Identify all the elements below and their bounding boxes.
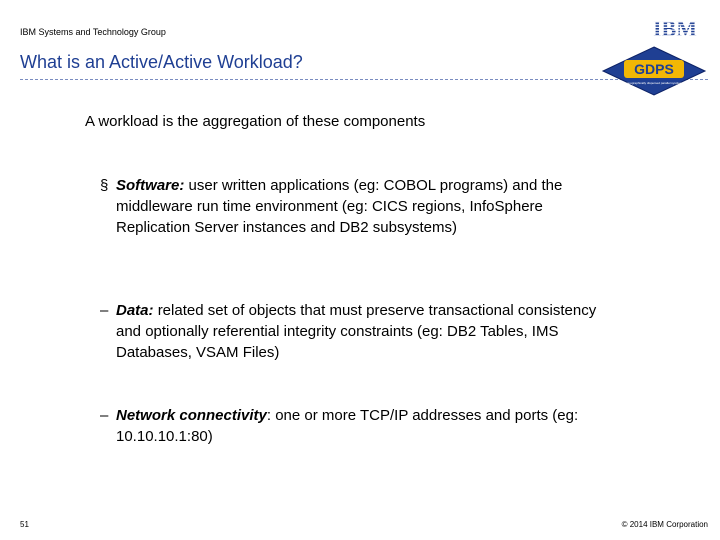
header-group-text: IBM Systems and Technology Group bbox=[20, 27, 166, 37]
copyright-notice: © 2014 IBM Corporation bbox=[621, 520, 708, 529]
bullet-software bbox=[100, 175, 620, 238]
bullet-text: user written applications (eg: COBOL programs) and the middleware run time environment (eg: CICS regions, InfoSphere Replication Server instances and DB2 subsystems) bbox=[116, 177, 563, 236]
bullet-text: : one or more TCP/IP addresses and ports (eg: 10.10.10.1:80) bbox=[116, 407, 579, 445]
ibm-logo-text: IBM bbox=[653, 17, 697, 39]
bullet-term: Network connectivity bbox=[116, 407, 267, 424]
page-title: What is an Active/Active Workload? bbox=[20, 52, 303, 72]
intro-text: A workload is the aggregation of these components bbox=[85, 113, 426, 130]
bullet-text: related set of objects that must preserve transactional consistency and optionally referential integrity constraints (eg: DB2 Tables, IMS Databases, VSAM Files) bbox=[116, 302, 597, 361]
bullet-marker: – bbox=[100, 302, 109, 319]
bullet-network bbox=[100, 405, 620, 447]
bullet-marker: § bbox=[100, 177, 109, 194]
bullet-marker: – bbox=[100, 407, 109, 424]
gdps-logo-text: GDPS bbox=[634, 61, 674, 77]
gdps-logo-tagline: geographically dispersed parallel sysplex bbox=[626, 81, 682, 85]
bullet-term: Software: bbox=[116, 177, 185, 194]
ibm-logo bbox=[650, 17, 700, 39]
bullet-data bbox=[100, 300, 620, 363]
gdps-logo bbox=[600, 44, 708, 98]
bullet-term: Data: bbox=[116, 302, 154, 319]
page-number: 51 bbox=[20, 520, 29, 529]
